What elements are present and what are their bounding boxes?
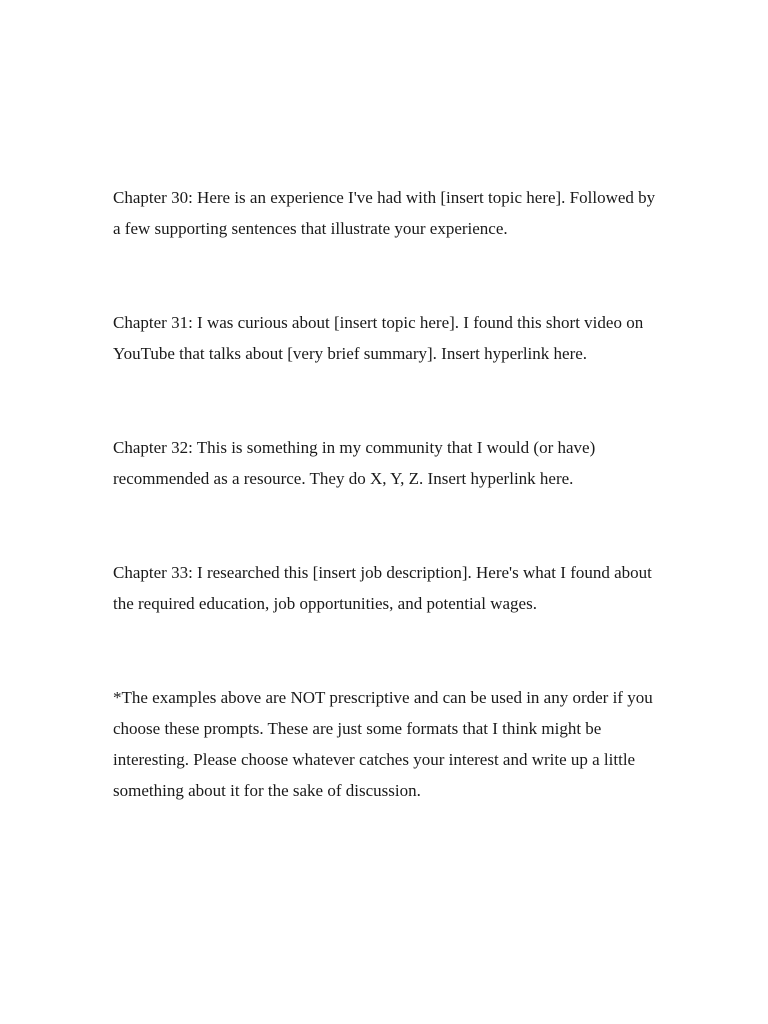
paragraph-chapter-33: Chapter 33: I researched this [insert job description]. Here's what I found about the required education, job opportunities, and potential wages. xyxy=(113,563,652,613)
paragraph-chapter-31: Chapter 31: I was curious about [insert topic here]. I found this short video on YouTube that talks about [very brief summary]. Insert hyperlink here. xyxy=(113,313,644,363)
paragraph-chapter-30: Chapter 30: Here is an experience I've had with [insert topic here]. Followed by a few supporting sentences that illustrate your experience. xyxy=(113,188,656,238)
paragraph-chapter-32: Chapter 32: This is something in my community that I would (or have) recommended as a resource. They do X, Y, Z. Insert hyperlink here. xyxy=(113,438,596,488)
paragraph-note: *The examples above are NOT prescriptive and can be used in any order if you choose these prompts. These are just some formats that I think might be interesting. Please choose whatever catches your interest and write up a little something about it for the sake of discussion. xyxy=(113,688,653,800)
document-body xyxy=(113,182,661,806)
